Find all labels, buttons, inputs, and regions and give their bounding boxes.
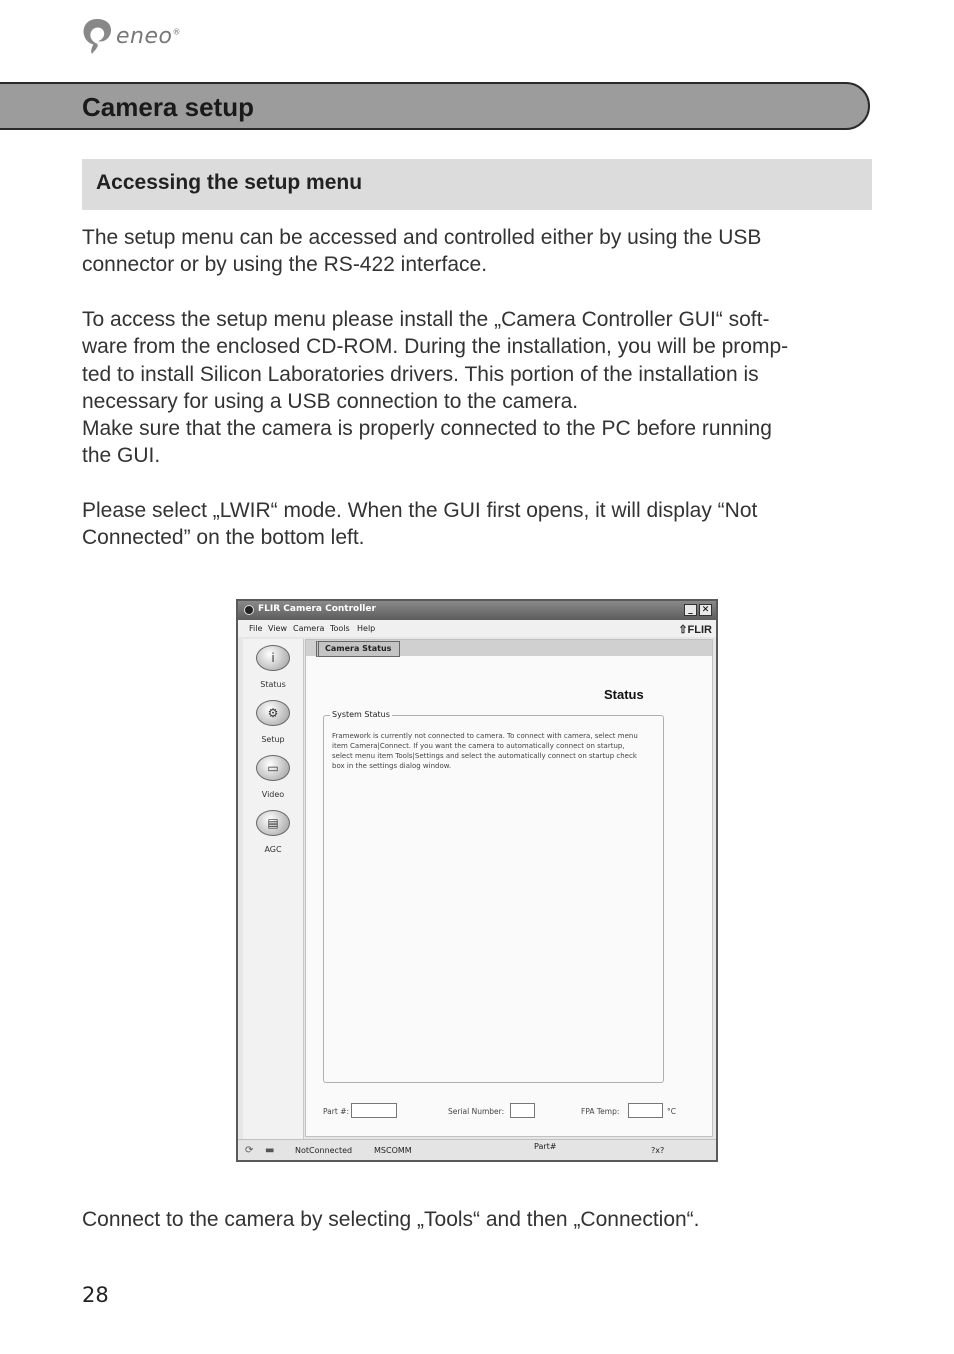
menu-tools: Tools [330, 624, 350, 633]
window-titlebar [238, 601, 716, 620]
system-status-message: Framework is currently not connected to camera. To connect with camera, select menu item Camera|Connect. If you want the camera to automatically connect on startup, select menu item Tools|Settings and select the automatically connect on startup check box in the settings dialog window. [332, 732, 638, 770]
fpa-temp-label: FPA Temp: [581, 1107, 620, 1116]
paragraph-select-lwir: Please select „LWIR“ mode. When the GUI first opens, it will display “Not Connected” on the bottom left. [82, 499, 758, 550]
app-icon [244, 605, 254, 615]
content-panel [305, 639, 713, 1137]
menu-view: View [268, 624, 287, 633]
camera-controller-screenshot [236, 599, 718, 1162]
status-bar [238, 1139, 716, 1160]
agc-icon: ▤ [256, 810, 290, 836]
sidebar-item-label: Video [261, 790, 285, 799]
page-number: 28 [82, 1283, 109, 1307]
resolution-status: ?x? [651, 1146, 665, 1155]
close-icon: ✕ [699, 604, 712, 616]
sidebar-item-setup [243, 700, 303, 744]
connection-icon: ▬ [265, 1145, 275, 1156]
paragraph-install-software: To access the setup menu please install the „Camera Controller GUI“ soft- ware from the enclosed CD-ROM. During the installation, you will be promp- ted to install Silicon Laboratories drivers. This portion of the installation is necessary for using a USB connection to the camera. Make sure that the camera is properly connected to the PC before running the GUI. [82, 308, 789, 468]
menu-help: Help [357, 624, 376, 633]
sidebar-item-label: Setup [261, 735, 285, 744]
gear-icon: ⚙ [256, 700, 290, 726]
system-status-group [323, 710, 664, 1083]
refresh-icon: ⟳ [245, 1145, 254, 1156]
menu-bar [238, 620, 716, 637]
info-icon: i [256, 645, 290, 671]
window-title: FLIR Camera Controller [258, 604, 376, 614]
serial-number-field [510, 1103, 535, 1118]
sidebar-item-agc [243, 810, 303, 854]
part-number-field [351, 1103, 397, 1118]
fpa-temp-field [628, 1103, 663, 1118]
comm-port: MSCOMM [374, 1146, 412, 1155]
sidebar-item-label: AGC [264, 845, 282, 854]
status-heading: Status [604, 687, 644, 702]
sidebar-item-label: Status [260, 680, 286, 689]
eneo-logo-icon [80, 16, 114, 56]
part-number-label: Part #: [323, 1107, 350, 1116]
paragraph-usb-rs422: The setup menu can be accessed and controlled either by using the USB connector or by using the RS-422 interface. [82, 226, 762, 277]
flir-logo: ⇧FLIR [678, 624, 712, 636]
menu-file: File [249, 624, 263, 633]
brand-logo [80, 16, 181, 56]
sidebar [243, 639, 304, 1139]
tab-strip [306, 640, 712, 656]
chapter-title: Camera setup [82, 92, 254, 122]
fpa-temp-unit: °C [667, 1107, 676, 1116]
section-title: Accessing the setup menu [96, 171, 363, 194]
paragraph-connect: Connect to the camera by selecting „Tools“ and then „Connection“. [82, 1208, 700, 1231]
part-status: Part# [534, 1142, 557, 1151]
sidebar-item-video [243, 755, 303, 799]
sidebar-item-status [243, 645, 303, 689]
menu-camera: Camera [293, 624, 325, 633]
brand-name: eneo® [116, 23, 181, 49]
minimize-icon: _ [684, 604, 697, 616]
connection-status: NotConnected [295, 1146, 353, 1155]
tab-camera-status: Camera Status [316, 641, 400, 657]
group-label: System Status [332, 710, 390, 719]
monitor-icon: ▭ [256, 755, 290, 781]
serial-number-label: Serial Number: [448, 1107, 505, 1116]
